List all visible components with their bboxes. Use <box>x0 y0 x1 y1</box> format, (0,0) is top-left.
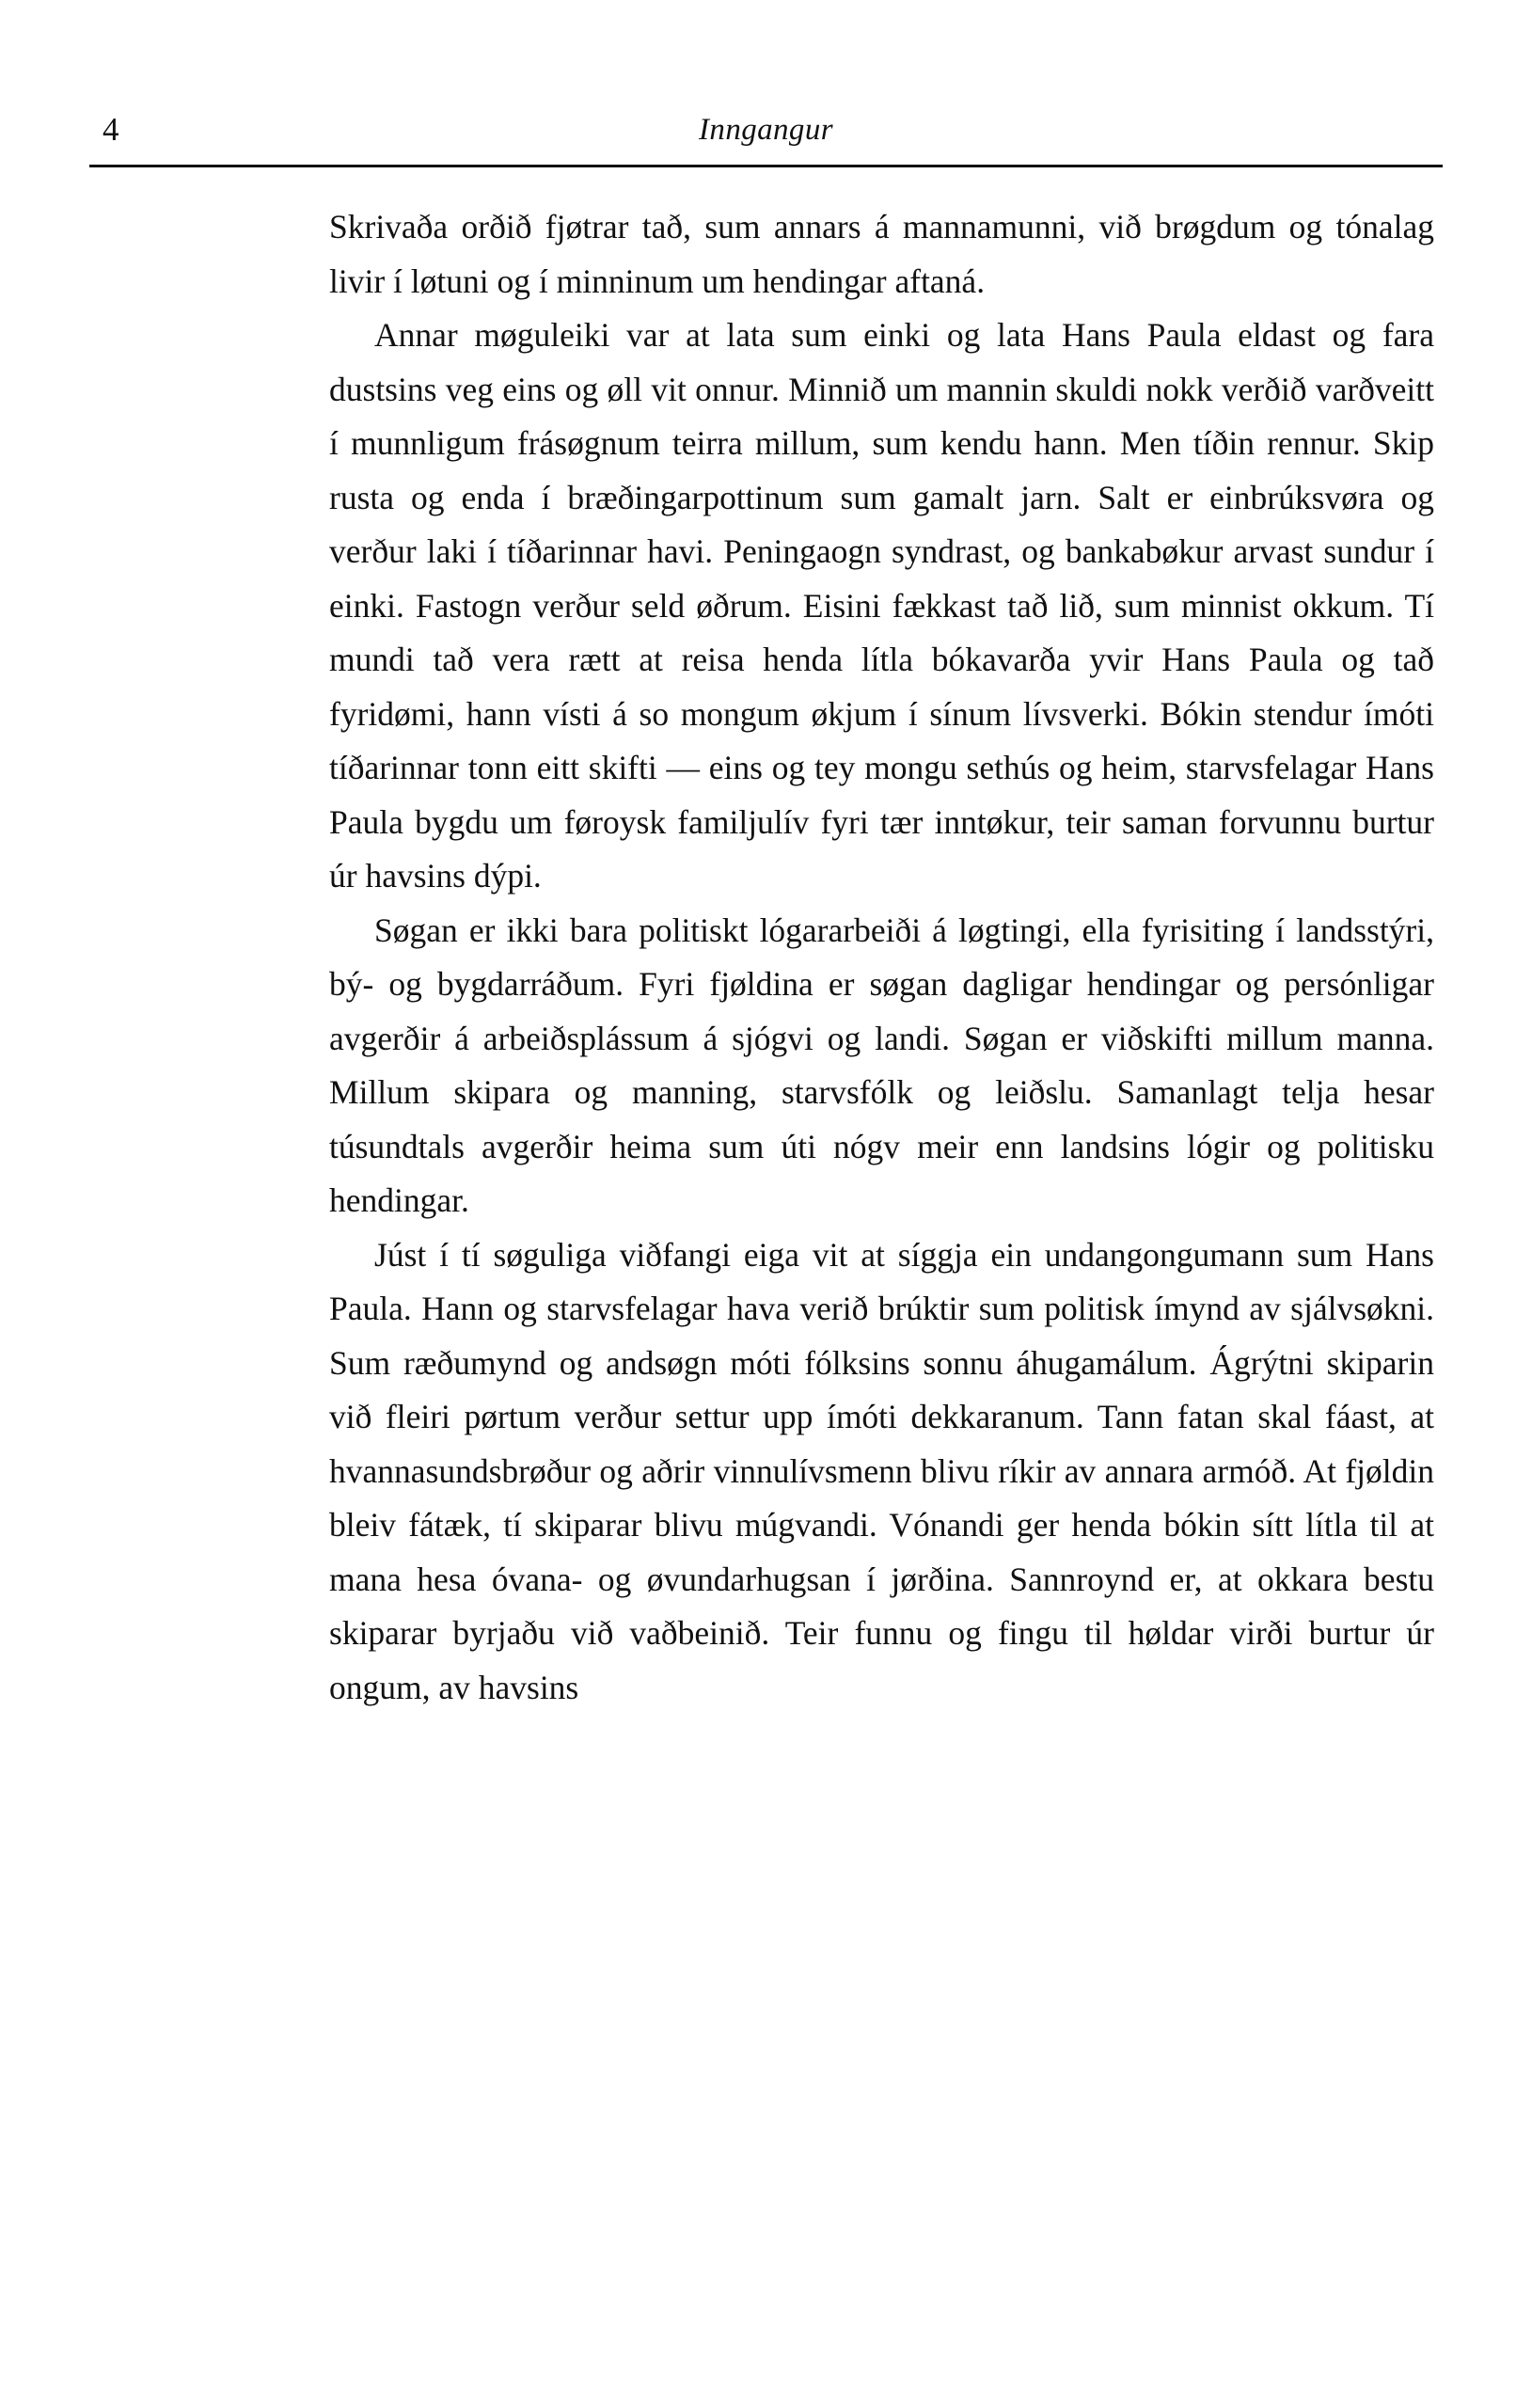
paragraph: Annar møguleiki var at lata sum einki og lata Hans Paula eldast og fara dustsins veg eins og øll vit onnur. Minnið um mannin skuldi nokk verðið varðveitt í munnligum frásøgnum teirra millum, sum kendu hann. Men tíðin rennur. Skip rusta og enda í bræðingarpottinum sum gamalt jarn. Salt er einbrúksvøra og verður laki í tíðarinnar havi. Peningaogn syndrast, og bankabøkur arvast sundur í einki. Fastogn verður seld øðrum. Eisini fækkast tað lið, sum minnist okkum. Tí mundi tað vera rætt at reisa henda lítla bókavarða yvir Hans Paula og tað fyridømi, hann vísti á so mongum økjum í sínum lívsverki. Bókin stendur ímóti tíðarinnar tonn eitt skifti — eins og tey mongu sethús og heim, starvsfelagar Hans Paula bygdu um føroysk familjulív fyri tær inntøkur, teir saman forvunnu burtur úr havsins dýpi. <box>329 316 1434 895</box>
page-header <box>89 111 1443 167</box>
paragraph: Skrivaða orðið fjøtrar tað, sum annars á mannamunni, við brøgdum og tónalag livir í løtuni og í minninum um hendingar aftaná. <box>329 208 1434 300</box>
paragraph: Søgan er ikki bara politiskt lógararbeiði á løgtingi, ella fyrisiting í landsstýri, bý- og bygdarráðum. Fyri fjøldina er søgan dagligar hendingar og persónligar avgerðir á arbeiðsplássum á sjógvi og landi. Søgan er viðskifti millum manna. Millum skipara og manning, starvsfólk og leiðslu. Samanlagt telja hesar túsundtals avgerðir heima sum úti nógv meir enn landsins lógir og politisku hendingar. <box>329 911 1434 1219</box>
header-divider <box>89 165 1443 167</box>
running-title: Inngangur <box>699 113 833 147</box>
body-text <box>329 200 1434 1715</box>
paragraph: Júst í tí søguliga viðfangi eiga vit at síggja ein undangongumann sum Hans Paula. Hann og starvsfelagar hava verið brúktir sum politisk ímynd av sjálvsøkni. Sum ræðumynd og andsøgn móti fólksins sonnu áhugamálum. Ágrýtni skiparin við fleiri pørtum verður settur upp ímóti dekkaranum. Tann fatan skal fáast, at hvannasundsbrøður og aðrir vinnulívsmenn blivu ríkir av annara armóð. At fjøldin bleiv fátæk, tí skiparar blivu múgvandi. Vónandi ger henda bókin sítt lítla til at mana hesa óvana- og øvundarhugsan í jørðina. Sannroynd er, at okkara bestu skiparar byrjaðu við vaðbeinið. Teir funnu og fingu til høldar virði burtur úr ongum, av havsins <box>329 1235 1434 1706</box>
page-number: 4 <box>103 111 119 148</box>
